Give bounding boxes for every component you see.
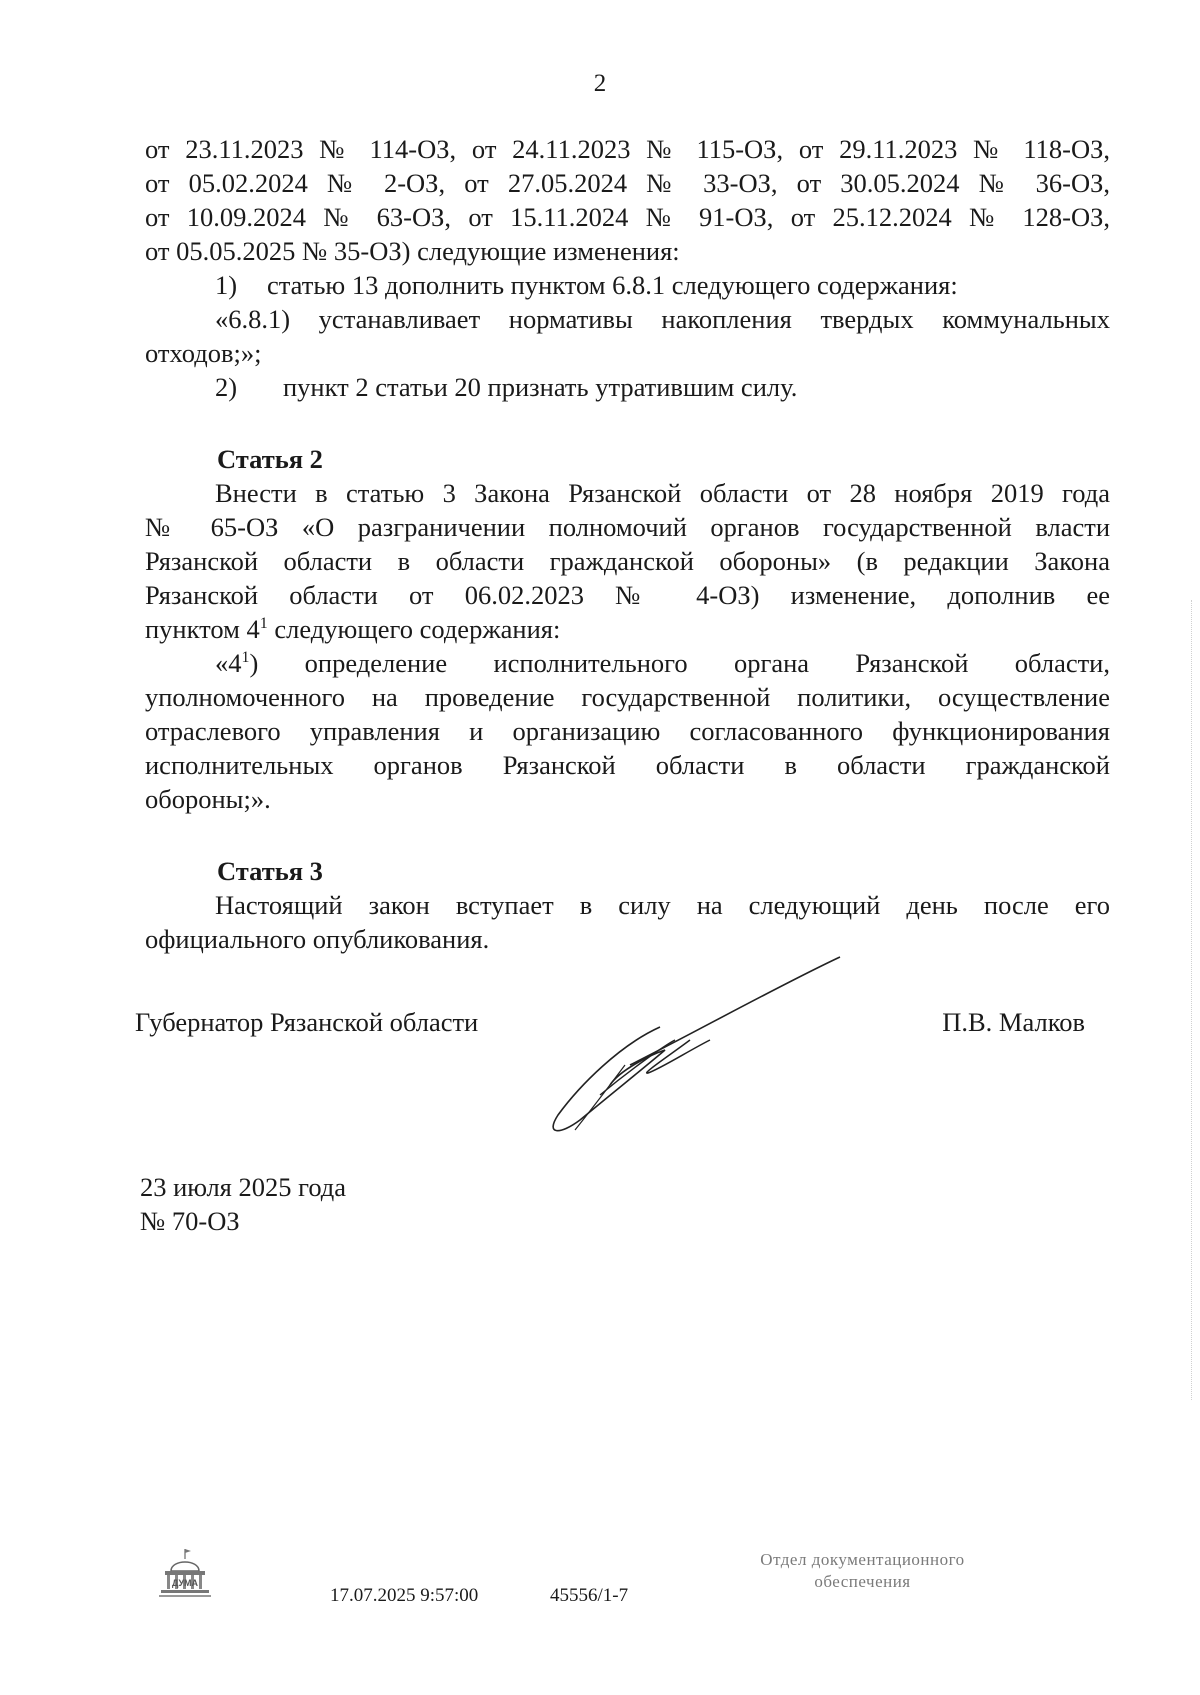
article-line: официального опубликования. [145,924,490,954]
footer-reg-number: 45556/1-7 [550,1585,629,1606]
quote-line: уполномоченного на проведение государственной политики, осуществление [145,682,1110,712]
governor-title: Губернатор Рязанской области [135,1007,479,1037]
law-date: 23 июля 2025 года [140,1172,347,1202]
page-number: 2 [593,70,607,97]
quote-line: «6.8.1) устанавливает нормативы накопления твердых коммунальных [215,304,1110,334]
intro-line: от 05.02.2024 № 2-ОЗ, от 27.05.2024 № 33-ОЗ, от 30.05.2024 № 36-ОЗ, [145,168,1110,198]
duma-logo [155,1545,215,1605]
article-line: Внести в статью 3 Закона Рязанской области от 28 ноября 2019 года [215,478,1110,508]
article-heading: Статья 2 [217,444,323,474]
article-heading: Статья 3 [217,856,323,886]
document-body [145,132,1110,956]
department-stamp [720,1549,1005,1593]
article-line: Рязанской области в области гражданской обороны» (в редакции Закона [145,546,1110,576]
intro-line: от 10.09.2024 № 63-ОЗ, от 15.11.2024 № 91-ОЗ, от 25.12.2024 № 128-ОЗ, [145,202,1110,232]
law-date-block [140,1170,346,1238]
superscript: 1 [241,649,250,667]
svg-text:ДУМА: ДУМА [171,1578,199,1588]
quote-line: отходов;»; [145,338,262,368]
article-line: Настоящий закон вступает в силу на следующий день после его [215,890,1110,920]
scan-edge [1189,600,1192,1400]
item-text: статью 13 дополнить пунктом 6.8.1 следующего содержания: [267,270,958,300]
superscript: 1 [259,615,268,633]
article-line: № 65-ОЗ «О разграничении полномочий органов государственной власти [145,512,1110,542]
governor-name: П.В. Малков [942,1007,1085,1037]
quote-line: отраслевого управления и организацию согласованного функционирования [145,716,1110,746]
item-number: 1) [215,270,238,300]
quote-line: «$4^1$) определение исполнительного органа Рязанской области, [215,648,1110,678]
article-line: пунктом $4^1$ следующего содержания: [145,614,561,644]
quote-line: обороны;». [145,784,271,814]
item-text: пункт 2 статьи 20 признать утратившим силу. [283,372,798,402]
stamp-line: обеспечения [814,1572,911,1591]
item-number: 2) [215,372,238,402]
footer-timestamp: 17.07.2025 9:57:00 [330,1585,479,1606]
handwritten-signature [540,945,850,1145]
law-number: № 70-ОЗ [140,1206,240,1236]
intro-line: от 23.11.2023 № 114-ОЗ, от 24.11.2023 № 115-ОЗ, от 29.11.2023 № 118-ОЗ, [145,134,1110,164]
intro-line: от 05.05.2025 № 35-ОЗ) следующие изменения: [145,236,680,266]
list-item [145,370,1110,404]
list-item [145,268,1110,302]
article-line: Рязанской области от 06.02.2023 № 4-ОЗ) изменение, дополнив ее [145,580,1110,610]
quote-line: исполнительных органов Рязанской области в области гражданской [145,750,1110,780]
stamp-line: Отдел документационного [760,1550,965,1569]
